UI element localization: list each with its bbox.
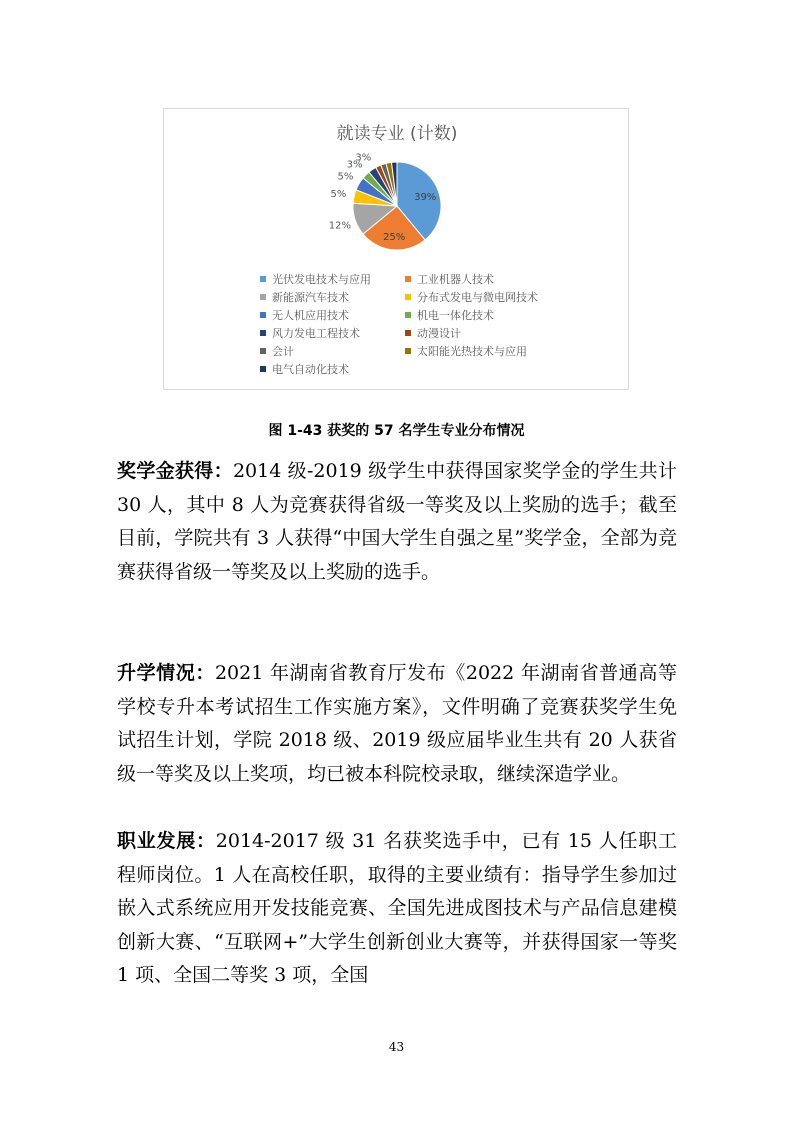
paragraph-career — [117, 825, 677, 993]
slice-label: 39% — [414, 191, 437, 203]
legend-swatch — [260, 294, 266, 300]
paragraph-scholarship — [117, 455, 677, 589]
chart-legend — [260, 271, 590, 377]
pie-chart — [163, 108, 629, 390]
legend-swatch — [405, 330, 411, 336]
legend-label: 新能源汽车技术 — [272, 291, 349, 304]
chart-title: 就读专业 (计数) — [336, 124, 458, 144]
legend-swatch — [260, 330, 266, 336]
legend-item — [405, 325, 585, 341]
paragraph-text: 2014-2017 级 31 名获奖选手中，已有 15 人任职工程师岗位。1 人在高校任职，取得的主要业绩有：指导学生参加过嵌入式系统应用开发技能竞赛、全国先进成图技术与产品信息建模创新大赛、“互联网+”大学生创新创业大赛等，并获得国家一等奖 1 项、全国二等奖 3 项，全国 — [117, 830, 677, 987]
legend-label: 机电一体化技术 — [417, 309, 494, 322]
legend-label: 动漫设计 — [417, 327, 461, 340]
legend-item — [405, 271, 585, 287]
legend-swatch — [260, 312, 266, 318]
legend-item — [260, 343, 405, 359]
legend-swatch — [405, 348, 411, 354]
legend-label: 会计 — [272, 345, 294, 358]
paragraph-text: 2014 级-2019 级学生中获得国家奖学金的学生共计 30 人，其中 8 人为竞赛获得省级一等奖及以上奖励的选手；截至目前，学院共有 3 人获得“中国大学生自强之星”奖学金，全部为竞赛获得省级一等奖及以上奖励的选手。 — [117, 460, 677, 583]
paragraph-lead: 升学情况： — [117, 662, 215, 684]
legend-label: 太阳能光热技术与应用 — [417, 345, 527, 358]
paragraph-further-study — [117, 657, 677, 791]
legend-item — [260, 289, 405, 305]
legend-item — [260, 325, 405, 341]
legend-label: 工业机器人技术 — [417, 273, 494, 286]
legend-label: 无人机应用技术 — [272, 309, 349, 322]
slice-label: 5% — [337, 171, 354, 183]
legend-swatch — [405, 312, 411, 318]
slice-label: 3% — [355, 152, 372, 164]
legend-label: 光伏发电技术与应用 — [272, 273, 371, 286]
slice-label: 3% — [346, 159, 363, 171]
legend-label: 电气自动化技术 — [272, 363, 349, 376]
legend-item — [405, 307, 585, 323]
legend-swatch — [405, 276, 411, 282]
legend-item — [260, 271, 405, 287]
figure-caption: 图 1-43 获奖的 57 名学生专业分布情况 — [268, 423, 525, 439]
legend-label: 分布式发电与微电网技术 — [417, 291, 538, 304]
slice-label: 5% — [330, 188, 347, 200]
slice-label: 25% — [383, 231, 406, 243]
legend-swatch — [405, 294, 411, 300]
page-number: 43 — [388, 1040, 405, 1054]
legend-swatch — [260, 276, 266, 282]
legend-item — [405, 343, 585, 359]
paragraph-text: 2021 年湖南省教育厅发布《2022 年湖南省普通高等学校专升本考试招生工作实施方案》，文件明确了竞赛获奖学生免试招生计划，学院 2018 级、2019 级应届毕业生共有 20 人获省级一等奖及以上奖项，均已被本科院校录取，继续深造学业。 — [117, 662, 677, 785]
legend-swatch — [260, 366, 266, 372]
paragraph-lead: 职业发展： — [117, 830, 216, 852]
legend-item — [405, 289, 585, 305]
legend-item — [260, 307, 405, 323]
paragraph-lead: 奖学金获得： — [117, 460, 233, 482]
slice-label: 12% — [328, 220, 352, 232]
legend-label: 风力发电工程技术 — [272, 327, 360, 340]
legend-item — [260, 361, 405, 377]
legend-swatch — [260, 348, 266, 354]
